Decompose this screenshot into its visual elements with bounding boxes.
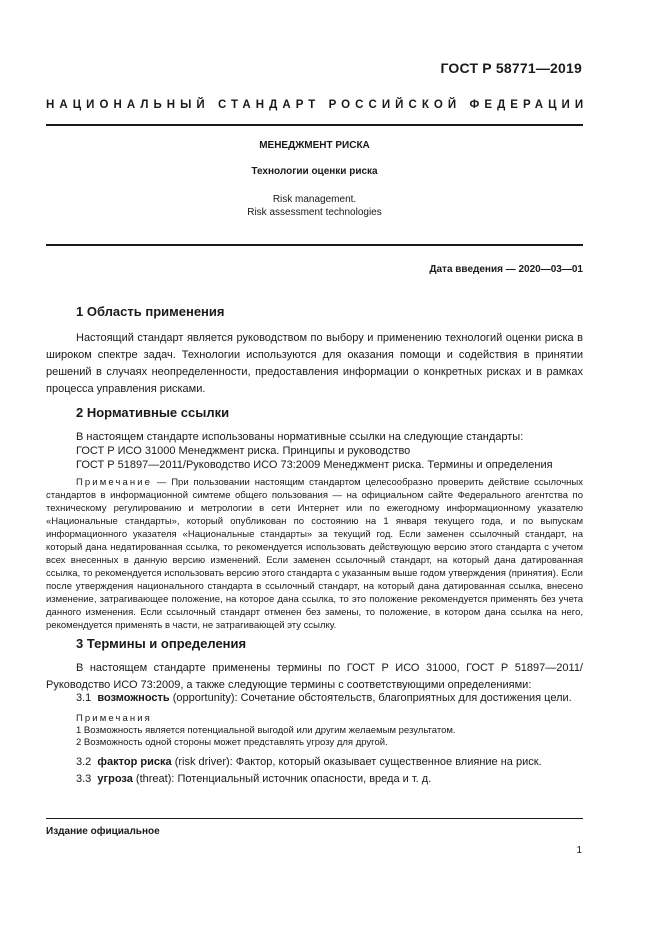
section2-note [46, 476, 583, 632]
term-english: (risk driver): [171, 756, 233, 768]
document-code: ГОСТ Р 58771—2019 [440, 60, 582, 76]
english-title-line2: Risk assessment technologies [247, 207, 382, 218]
term-name: возможность [97, 692, 170, 704]
english-title [46, 193, 583, 219]
term-3-2 [76, 756, 542, 768]
term-3-3 [76, 773, 431, 785]
term-definition: Сочетание обстоятельств, благоприятных для достижения цели. [237, 692, 572, 704]
header-divider [46, 124, 583, 126]
term-number: 3.3 [76, 773, 92, 785]
notes-heading: Примечания [76, 713, 152, 724]
term-name: фактор риска [97, 756, 172, 768]
term-name: угроза [97, 773, 133, 785]
term-note-1: 1 Возможность является потенциальной выгодой или другим желаемым результатом. [76, 725, 456, 736]
term-3-1 [76, 692, 572, 704]
introduction-date: Дата введения — 2020—03—01 [429, 264, 583, 275]
national-standard-banner: НАЦИОНАЛЬНЫЙ СТАНДАРТ РОССИЙСКОЙ ФЕДЕРАЦИИ [46, 99, 589, 111]
term-english: (opportunity): [169, 692, 238, 704]
term-number: 3.2 [76, 756, 92, 768]
note-label: Примечание [76, 477, 152, 488]
term-english: (threat): [132, 773, 175, 785]
document-subtitle: Технологии оценки риска [251, 166, 378, 177]
english-title-line1: Risk management. [272, 194, 357, 205]
section1-heading: 1 Область применения [76, 304, 225, 319]
term-number: 3.1 [76, 692, 92, 704]
term-note-2: 2 Возможность одной стороны может представлять угрозу для другой. [76, 737, 388, 748]
term-definition: Фактор, который оказывает существенное влияние на риск. [232, 756, 542, 768]
note-text: — При пользовании настоящим стандартом целесообразно проверить действие ссылочных стандартов в информационной симтеме общего пользования — на официальном сайте Федерального агентства по техническому регулированию и метрологии в сети Интернет или по ежегодному информационному указателю «Национальные стандарты», который опубликован по состоянию на 1 января текущего года, и по выпускам информационного указателя «Национальные стандарты» за текущий год. Если заменен ссылочный стандарт, на который дана недатированная ссылка, то рекомендуется использовать действующую версию этого стандарта с учетом всех внесенных в данную версию изменений. Если заменен ссылочный стандарт, на который дана датированная ссылка, то рекомендуется использовать версию этого стандарта с указанным выше годом утверждения (принятия). Если после утверждения национального стандарта в ссылочный стандарт, на который дана датированная ссылка, внесено изменение, затрагивающее положение, на которое дана ссылка, то это положение рекомендуется применять без учета данного изменения. Если ссылочный стандарт отменен без замены, то положение, в котором дана ссылка на него, рекомендуется применять в части, не затрагивающей эту ссылку. [46, 477, 583, 631]
section1-text: Настоящий стандарт является руководством по выбору и применению технологий оценки риска в широком спектре задач. Технологии используются для оказания помощи и содействия в принятии решений в случаях неопределенности, предоставления информации о конкретных рисках и в рамках процесса управления рисками. [46, 332, 583, 395]
page-number: 1 [576, 845, 582, 856]
section3-heading: 3 Термины и определения [76, 636, 247, 651]
document-title: МЕНЕДЖМЕНТ РИСКА [259, 140, 370, 151]
title-divider [46, 244, 583, 246]
section2-intro: В настоящем стандарте использованы нормативные ссылки на следующие стандарты: [76, 431, 524, 443]
normative-ref-2: ГОСТ Р 51897—2011/Руководство ИСО 73:2009 Менеджмент риска. Термины и определения [76, 459, 553, 471]
normative-ref-1: ГОСТ Р ИСО 31000 Менеджмент риска. Принципы и руководство [76, 445, 411, 457]
section2-heading: 2 Нормативные ссылки [76, 405, 230, 420]
section3-intro: В настоящем стандарте применены термины по ГОСТ Р ИСО 31000, ГОСТ Р 51897—2011/Руководство ИСО 73:2009, а также следующие термины с соответствующими определениями: [46, 662, 583, 691]
footer-divider [46, 818, 583, 819]
official-edition-label: Издание официальное [46, 826, 160, 837]
term-definition: Потенциальный источник опасности, вреда и т. д. [174, 773, 432, 785]
